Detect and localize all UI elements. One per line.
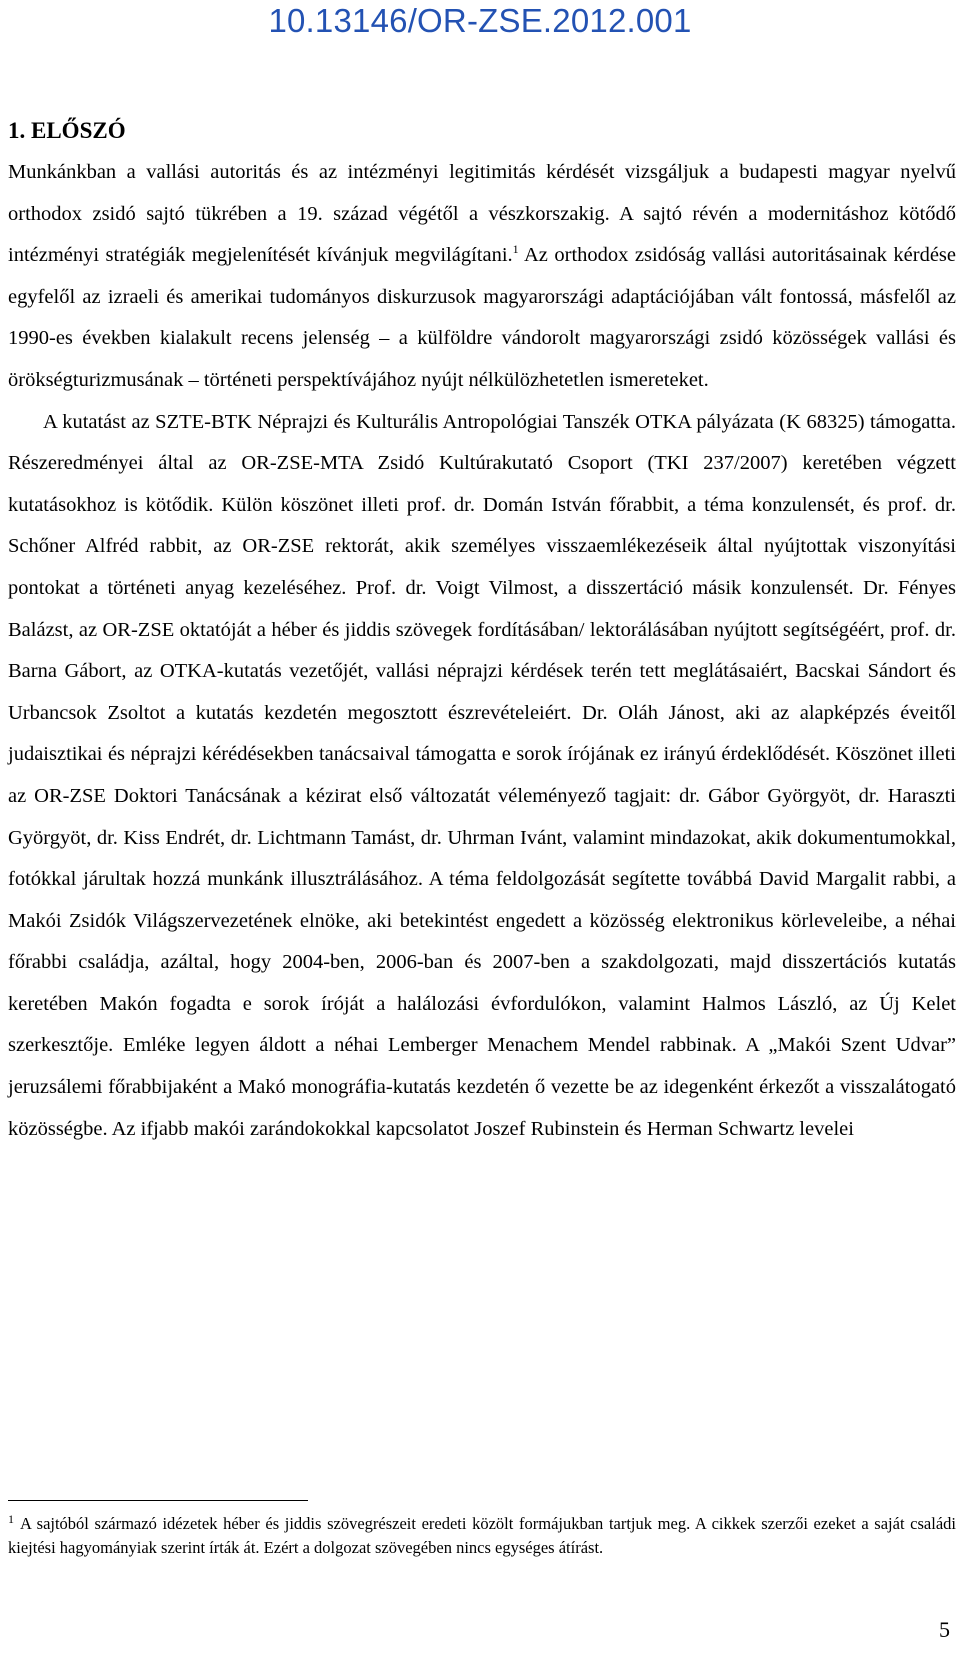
- footnote: [8, 1512, 956, 1560]
- doi-header[interactable]: 10.13146/OR-ZSE.2012.001: [268, 2, 692, 39]
- body-text: [8, 152, 956, 1150]
- paragraph-1-text: Munkánkban a vallási autoritás és az intézményi legitimitás kérdését vizsgáljuk a budapesti magyar nyelvű orthodox zsidó sajtó tükrében a 19. század végétől a vészkorszakig. A sajtó révén a modernitáshoz kötődő intézményi stratégiák megjelenítését kívánjuk megvilágítani.: [8, 161, 956, 267]
- paragraph-1-text-continued: Az orthodox zsidóság vallási autoritásainak kérdése egyfelől az izraeli és amerikai tudományos diskurzusok magyarországi adaptációjában vált fontossá, másfelől az 1990-es években kialakult recens jelenség – a külföldre vándorolt magyarországi zsidó közösségek vallási és örökségturizmusának – történeti perspektívájához nyújt nélkülözhetetlen ismereteket.: [8, 244, 956, 391]
- footnote-text: A sajtóból származó idézetek héber és jiddis szövegrészeit eredeti közölt formájukban tartjuk meg. A cikkek szerzői ezeket a saját családi kiejtési hagyományiak szerint írták át. Ezért a dolgozat szövegében nincs egységes átírást.: [8, 1514, 956, 1557]
- paragraph-1: [8, 152, 956, 402]
- footnote-number: 1: [8, 1511, 14, 1526]
- footnote-divider: [8, 1500, 308, 1501]
- section-heading: 1. ELŐSZÓ: [8, 118, 126, 143]
- footnote-ref[interactable]: 1: [512, 242, 519, 257]
- page-number: 5: [939, 1617, 950, 1642]
- paragraph-2: A kutatást az SZTE-BTK Néprajzi és Kulturális Antropológiai Tanszék OTKA pályázata (K 68325) támogatta. Részeredményei által az OR-ZSE-MTA Zsidó Kultúrakutató Csoport (TKI 237/2007) keretében végzett kutatásokhoz is kötődik. Külön köszönet illeti prof. dr. Domán István főrabbit, a téma konzulensét, és prof. dr. Schőner Alfréd rabbit, az OR-ZSE rektorát, akik személyes visszaemlékezéseik által nyújtottak viszonyítási pontokat a történeti anyag kezeléséhez. Prof. dr. Voigt Vilmost, a disszertáció másik konzulensét. Dr. Fényes Balázst, az OR-ZSE oktatóját a héber és jiddis szövegek fordításában/ lektorálásában nyújtott segítségéért, prof. dr. Barna Gábort, az OTKA-kutatás vezetőjét, vallási néprajzi kérdések terén tett meglátásaiért, Bacskai Sándort és Urbancsok Zsoltot a kutatás kezdetén megosztott észrevételeiért. Dr. Oláh Jánost, aki az alapképzés éveitől judaisztikai és néprajzi kérédésekben tanácsaival támogatta e sorok írójának ez irányú érdeklődését. Köszönet illeti az OR-ZSE Doktori Tanácsának a kézirat első változatát véleményező tagjait: dr. Gábor Györgyöt, dr. Haraszti Györgyöt, dr. Kiss Endrét, dr. Lichtmann Tamást, dr. Uhrman Ivánt, valamint mindazokat, akik dokumentumokkal, fotókkal járultak hozzá munkánk illusztrálásához. A téma feldolgozását segítette továbbá David Margalit rabbi, a Makói Zsidók Világszervezetének elnöke, aki betekintést engedett a közösség elektronikus körleveleibe, a néhai főrabbi családja, azáltal, hogy 2004-ben, 2006-ban és 2007-ben a szakdolgozati, majd disszertációs kutatás keretében Makón fogadta e sorok íróját a halálozási évfordulókon, valamint Halmos László, az Új Kelet szerkesztője. Emléke legyen áldott a néhai Lemberger Menachem Mendel rabbinak. A „Makói Szent Udvar” jeruzsálemi főrabbijaként a Makó monográfia-kutatás kezdetén ő vezette be az idegenként érkezőt a visszalátogató közösségbe. Az ifjabb makói zarándokokkal kapcsolatot Joszef Rubinstein és Herman Schwartz levelei: [8, 410, 956, 1140]
